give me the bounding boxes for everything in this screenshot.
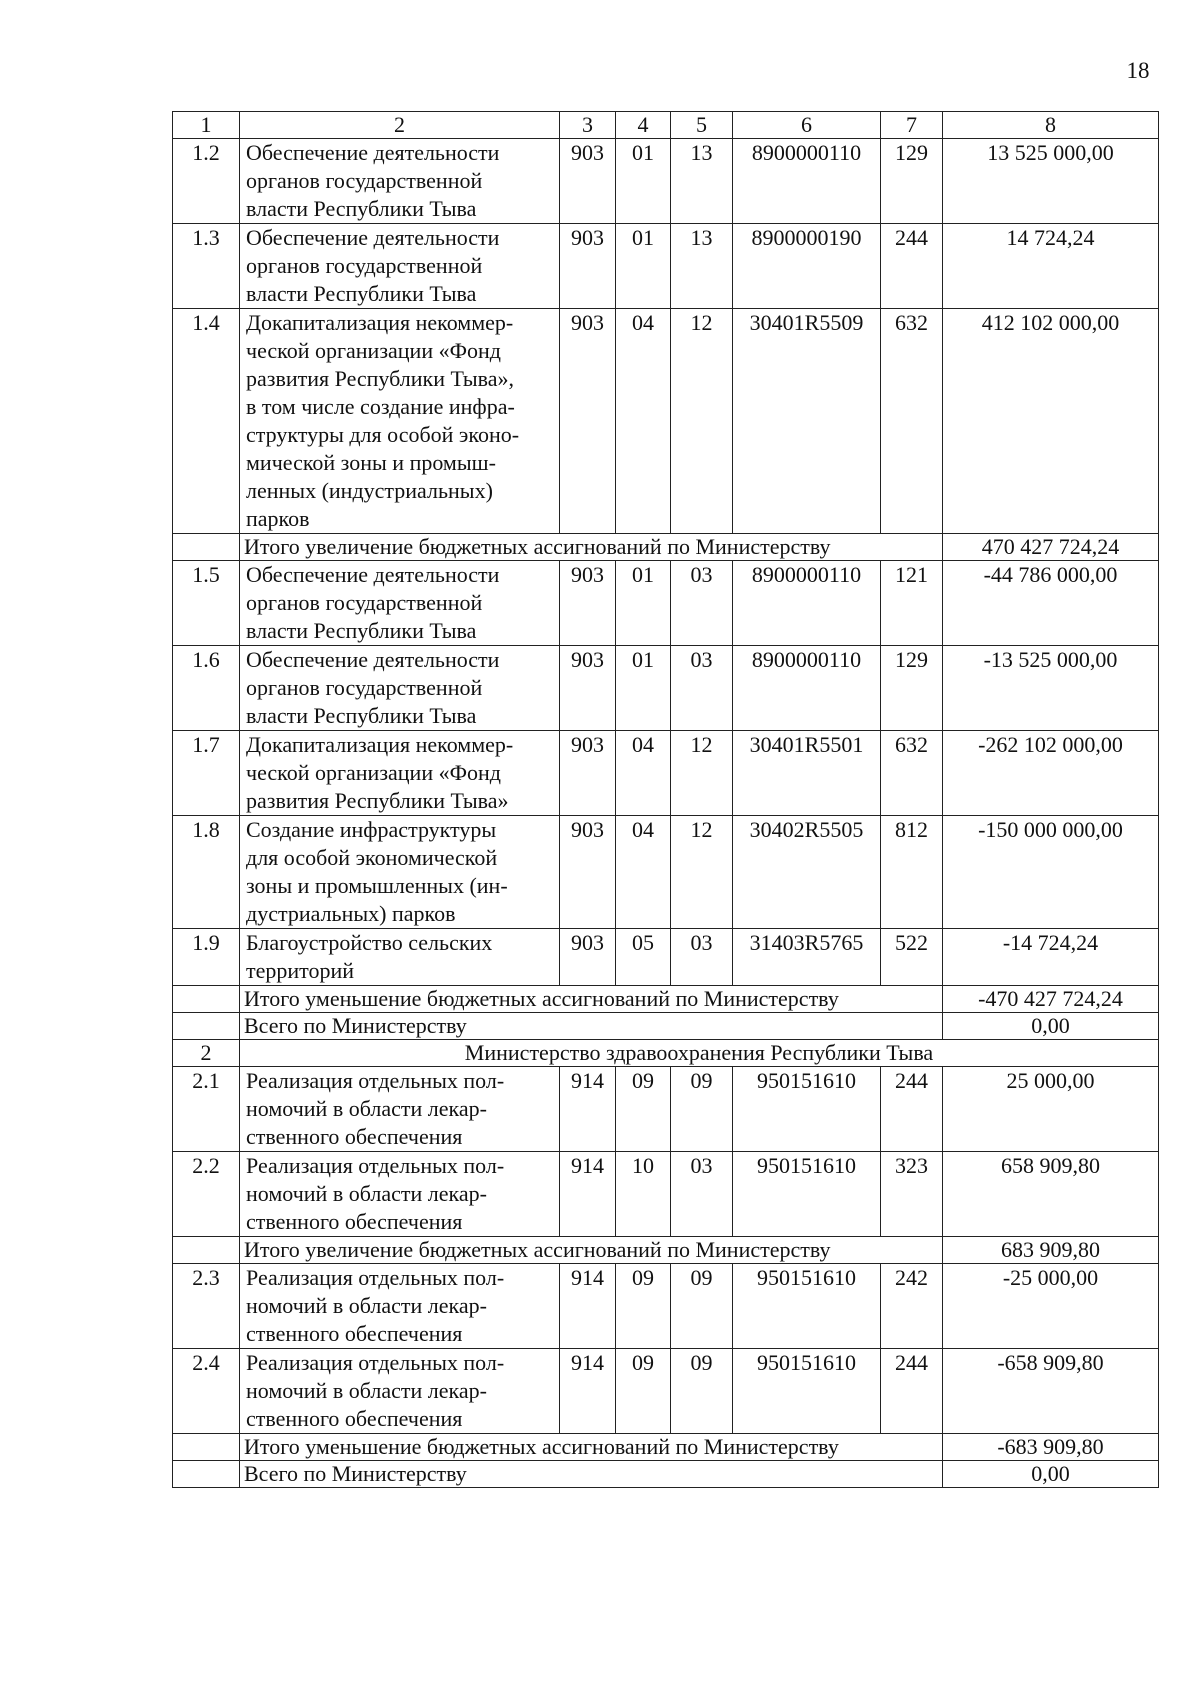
description-line: мической зоны и промыш- — [246, 450, 496, 475]
total-amount: 0,00 — [943, 1461, 1159, 1488]
page-number: 18 — [1126, 58, 1150, 83]
total-empty-cell — [173, 1461, 240, 1488]
section-code: 09 — [616, 1264, 671, 1349]
description-line: парков — [246, 506, 310, 531]
section-code: 04 — [616, 731, 671, 816]
total-label: Всего по Министерству — [240, 1013, 943, 1040]
description-line: Докапитализация некоммер- — [246, 310, 514, 335]
chapter-code: 914 — [560, 1349, 616, 1434]
description-line: органов государственной — [246, 590, 483, 615]
section-code: 04 — [616, 309, 671, 534]
total-label: Итого уменьшение бюджетных ассигнований по Министерству — [240, 986, 943, 1013]
row-number: 1.4 — [173, 309, 240, 534]
description-line: ственного обеспечения — [246, 1124, 463, 1149]
header-cell: 6 — [733, 112, 881, 139]
description-line: органов государственной — [246, 168, 483, 193]
expense-type-code: 244 — [881, 1067, 943, 1152]
header-cell: 4 — [616, 112, 671, 139]
row-description — [240, 224, 560, 309]
description-line: ческой организации «Фонд — [246, 338, 501, 363]
table-row — [173, 224, 1159, 309]
target-article-code: 950151610 — [733, 1349, 881, 1434]
row-description — [240, 139, 560, 224]
expense-type-code: 129 — [881, 139, 943, 224]
chapter-code: 903 — [560, 561, 616, 646]
description-line: Обеспечение деятельности — [246, 647, 500, 672]
description-line: ленных (индустриальных) — [246, 478, 493, 503]
target-article-code: 950151610 — [733, 1152, 881, 1237]
table-row — [173, 1349, 1159, 1434]
target-article-code: 30401R5509 — [733, 309, 881, 534]
header-cell: 1 — [173, 112, 240, 139]
section-row — [173, 1040, 1159, 1067]
section-code: 09 — [616, 1349, 671, 1434]
description-line: номочий в области лекар- — [246, 1293, 487, 1318]
subsection-code: 03 — [671, 1152, 733, 1237]
row-number: 1.6 — [173, 646, 240, 731]
description-line: развития Республики Тыва», — [246, 366, 514, 391]
section-code: 01 — [616, 139, 671, 224]
section-title: Министерство здравоохранения Республики Тыва — [240, 1040, 1159, 1067]
description-line: зоны и промышленных (ин- — [246, 873, 508, 898]
subsection-code: 09 — [671, 1349, 733, 1434]
description-line: ственного обеспечения — [246, 1209, 463, 1234]
row-number: 1.3 — [173, 224, 240, 309]
total-row — [173, 986, 1159, 1013]
total-row — [173, 1237, 1159, 1264]
target-article-code: 8900000110 — [733, 646, 881, 731]
row-description — [240, 1067, 560, 1152]
row-number: 1.8 — [173, 816, 240, 929]
total-amount: -470 427 724,24 — [943, 986, 1159, 1013]
amount-value: -13 525 000,00 — [943, 646, 1159, 731]
row-description — [240, 646, 560, 731]
table-row — [173, 1264, 1159, 1349]
total-empty-cell — [173, 1237, 240, 1264]
table-row — [173, 139, 1159, 224]
total-row — [173, 1013, 1159, 1040]
total-empty-cell — [173, 986, 240, 1013]
subsection-code: 13 — [671, 224, 733, 309]
section-code: 01 — [616, 561, 671, 646]
chapter-code: 903 — [560, 224, 616, 309]
chapter-code: 903 — [560, 309, 616, 534]
description-line: власти Республики Тыва — [246, 281, 477, 306]
description-line: Реализация отдельных пол- — [246, 1153, 505, 1178]
subsection-code: 12 — [671, 816, 733, 929]
expense-type-code: 242 — [881, 1264, 943, 1349]
description-line: власти Республики Тыва — [246, 618, 477, 643]
subsection-code: 03 — [671, 929, 733, 986]
amount-value: 25 000,00 — [943, 1067, 1159, 1152]
header-cell: 5 — [671, 112, 733, 139]
row-description — [240, 731, 560, 816]
description-line: власти Республики Тыва — [246, 703, 477, 728]
target-article-code: 30401R5501 — [733, 731, 881, 816]
total-amount: 0,00 — [943, 1013, 1159, 1040]
description-line: дустриальных) парков — [246, 901, 456, 926]
subsection-code: 12 — [671, 309, 733, 534]
row-number: 1.7 — [173, 731, 240, 816]
row-number: 2.3 — [173, 1264, 240, 1349]
chapter-code: 903 — [560, 139, 616, 224]
total-row — [173, 1461, 1159, 1488]
description-line: структуры для особой эконо- — [246, 422, 520, 447]
amount-value: -44 786 000,00 — [943, 561, 1159, 646]
description-line: Реализация отдельных пол- — [246, 1265, 505, 1290]
target-article-code: 950151610 — [733, 1067, 881, 1152]
chapter-code: 903 — [560, 816, 616, 929]
target-article-code: 8900000110 — [733, 561, 881, 646]
target-article-code: 31403R5765 — [733, 929, 881, 986]
subsection-code: 09 — [671, 1067, 733, 1152]
header-cell: 3 — [560, 112, 616, 139]
chapter-code: 914 — [560, 1264, 616, 1349]
description-line: власти Республики Тыва — [246, 196, 477, 221]
amount-value: -25 000,00 — [943, 1264, 1159, 1349]
subsection-code: 13 — [671, 139, 733, 224]
expense-type-code: 812 — [881, 816, 943, 929]
total-empty-cell — [173, 1013, 240, 1040]
subsection-code: 12 — [671, 731, 733, 816]
description-line: органов государственной — [246, 675, 483, 700]
row-description — [240, 1152, 560, 1237]
chapter-code: 914 — [560, 1152, 616, 1237]
section-code: 01 — [616, 224, 671, 309]
amount-value: -150 000 000,00 — [943, 816, 1159, 929]
total-empty-cell — [173, 1434, 240, 1461]
amount-value: -658 909,80 — [943, 1349, 1159, 1434]
total-amount: 683 909,80 — [943, 1237, 1159, 1264]
expense-type-code: 632 — [881, 731, 943, 816]
expense-type-code: 244 — [881, 1349, 943, 1434]
budget-table — [172, 111, 1159, 1488]
description-line: Обеспечение деятельности — [246, 562, 500, 587]
expense-type-code: 522 — [881, 929, 943, 986]
table-body — [173, 112, 1159, 1488]
row-number: 1.9 — [173, 929, 240, 986]
description-line: для особой экономической — [246, 845, 498, 870]
expense-type-code: 244 — [881, 224, 943, 309]
row-description — [240, 309, 560, 534]
subsection-code: 03 — [671, 646, 733, 731]
target-article-code: 30402R5505 — [733, 816, 881, 929]
amount-value: -262 102 000,00 — [943, 731, 1159, 816]
section-code: 09 — [616, 1067, 671, 1152]
description-line: территорий — [246, 958, 355, 983]
chapter-code: 903 — [560, 646, 616, 731]
description-line: номочий в области лекар- — [246, 1181, 487, 1206]
row-description — [240, 561, 560, 646]
table-row — [173, 561, 1159, 646]
chapter-code: 903 — [560, 731, 616, 816]
amount-value: 658 909,80 — [943, 1152, 1159, 1237]
chapter-code: 903 — [560, 929, 616, 986]
target-article-code: 8900000190 — [733, 224, 881, 309]
header-cell: 2 — [240, 112, 560, 139]
total-label: Итого увеличение бюджетных ассигнований по Министерству — [240, 534, 943, 561]
row-description — [240, 929, 560, 986]
description-line: ческой организации «Фонд — [246, 760, 501, 785]
description-line: номочий в области лекар- — [246, 1096, 487, 1121]
table-row — [173, 929, 1159, 986]
subsection-code: 09 — [671, 1264, 733, 1349]
row-description — [240, 816, 560, 929]
row-number: 2.4 — [173, 1349, 240, 1434]
total-empty-cell — [173, 534, 240, 561]
description-line: Благоустройство сельских — [246, 930, 493, 955]
section-code: 01 — [616, 646, 671, 731]
amount-value: 13 525 000,00 — [943, 139, 1159, 224]
description-line: в том числе создание инфра- — [246, 394, 515, 419]
header-row — [173, 112, 1159, 139]
description-line: ственного обеспечения — [246, 1406, 463, 1431]
total-row — [173, 534, 1159, 561]
amount-value: 14 724,24 — [943, 224, 1159, 309]
section-code: 04 — [616, 816, 671, 929]
description-line: Реализация отдельных пол- — [246, 1350, 505, 1375]
row-description — [240, 1349, 560, 1434]
total-label: Итого уменьшение бюджетных ассигнований по Министерству — [240, 1434, 943, 1461]
description-line: Реализация отдельных пол- — [246, 1068, 505, 1093]
description-line: Создание инфраструктуры — [246, 817, 497, 842]
description-line: Обеспечение деятельности — [246, 225, 500, 250]
target-article-code: 950151610 — [733, 1264, 881, 1349]
total-label: Итого увеличение бюджетных ассигнований по Министерству — [240, 1237, 943, 1264]
section-code: 10 — [616, 1152, 671, 1237]
expense-type-code: 632 — [881, 309, 943, 534]
expense-type-code: 121 — [881, 561, 943, 646]
total-amount: 470 427 724,24 — [943, 534, 1159, 561]
row-number: 1.2 — [173, 139, 240, 224]
table-row — [173, 731, 1159, 816]
total-row — [173, 1434, 1159, 1461]
description-line: органов государственной — [246, 253, 483, 278]
header-cell: 7 — [881, 112, 943, 139]
target-article-code: 8900000110 — [733, 139, 881, 224]
row-number: 2.2 — [173, 1152, 240, 1237]
table-row — [173, 646, 1159, 731]
expense-type-code: 129 — [881, 646, 943, 731]
description-line: Обеспечение деятельности — [246, 140, 500, 165]
total-amount: -683 909,80 — [943, 1434, 1159, 1461]
expense-type-code: 323 — [881, 1152, 943, 1237]
row-description — [240, 1264, 560, 1349]
header-cell: 8 — [943, 112, 1159, 139]
description-line: Докапитализация некоммер- — [246, 732, 514, 757]
amount-value: 412 102 000,00 — [943, 309, 1159, 534]
subsection-code: 03 — [671, 561, 733, 646]
table-row — [173, 1152, 1159, 1237]
description-line: развития Республики Тыва» — [246, 788, 509, 813]
description-line: номочий в области лекар- — [246, 1378, 487, 1403]
chapter-code: 914 — [560, 1067, 616, 1152]
table-row — [173, 1067, 1159, 1152]
amount-value: -14 724,24 — [943, 929, 1159, 986]
table-row — [173, 309, 1159, 534]
section-number: 2 — [173, 1040, 240, 1067]
total-label: Всего по Министерству — [240, 1461, 943, 1488]
table-row — [173, 816, 1159, 929]
section-code: 05 — [616, 929, 671, 986]
description-line: ственного обеспечения — [246, 1321, 463, 1346]
row-number: 1.5 — [173, 561, 240, 646]
row-number: 2.1 — [173, 1067, 240, 1152]
